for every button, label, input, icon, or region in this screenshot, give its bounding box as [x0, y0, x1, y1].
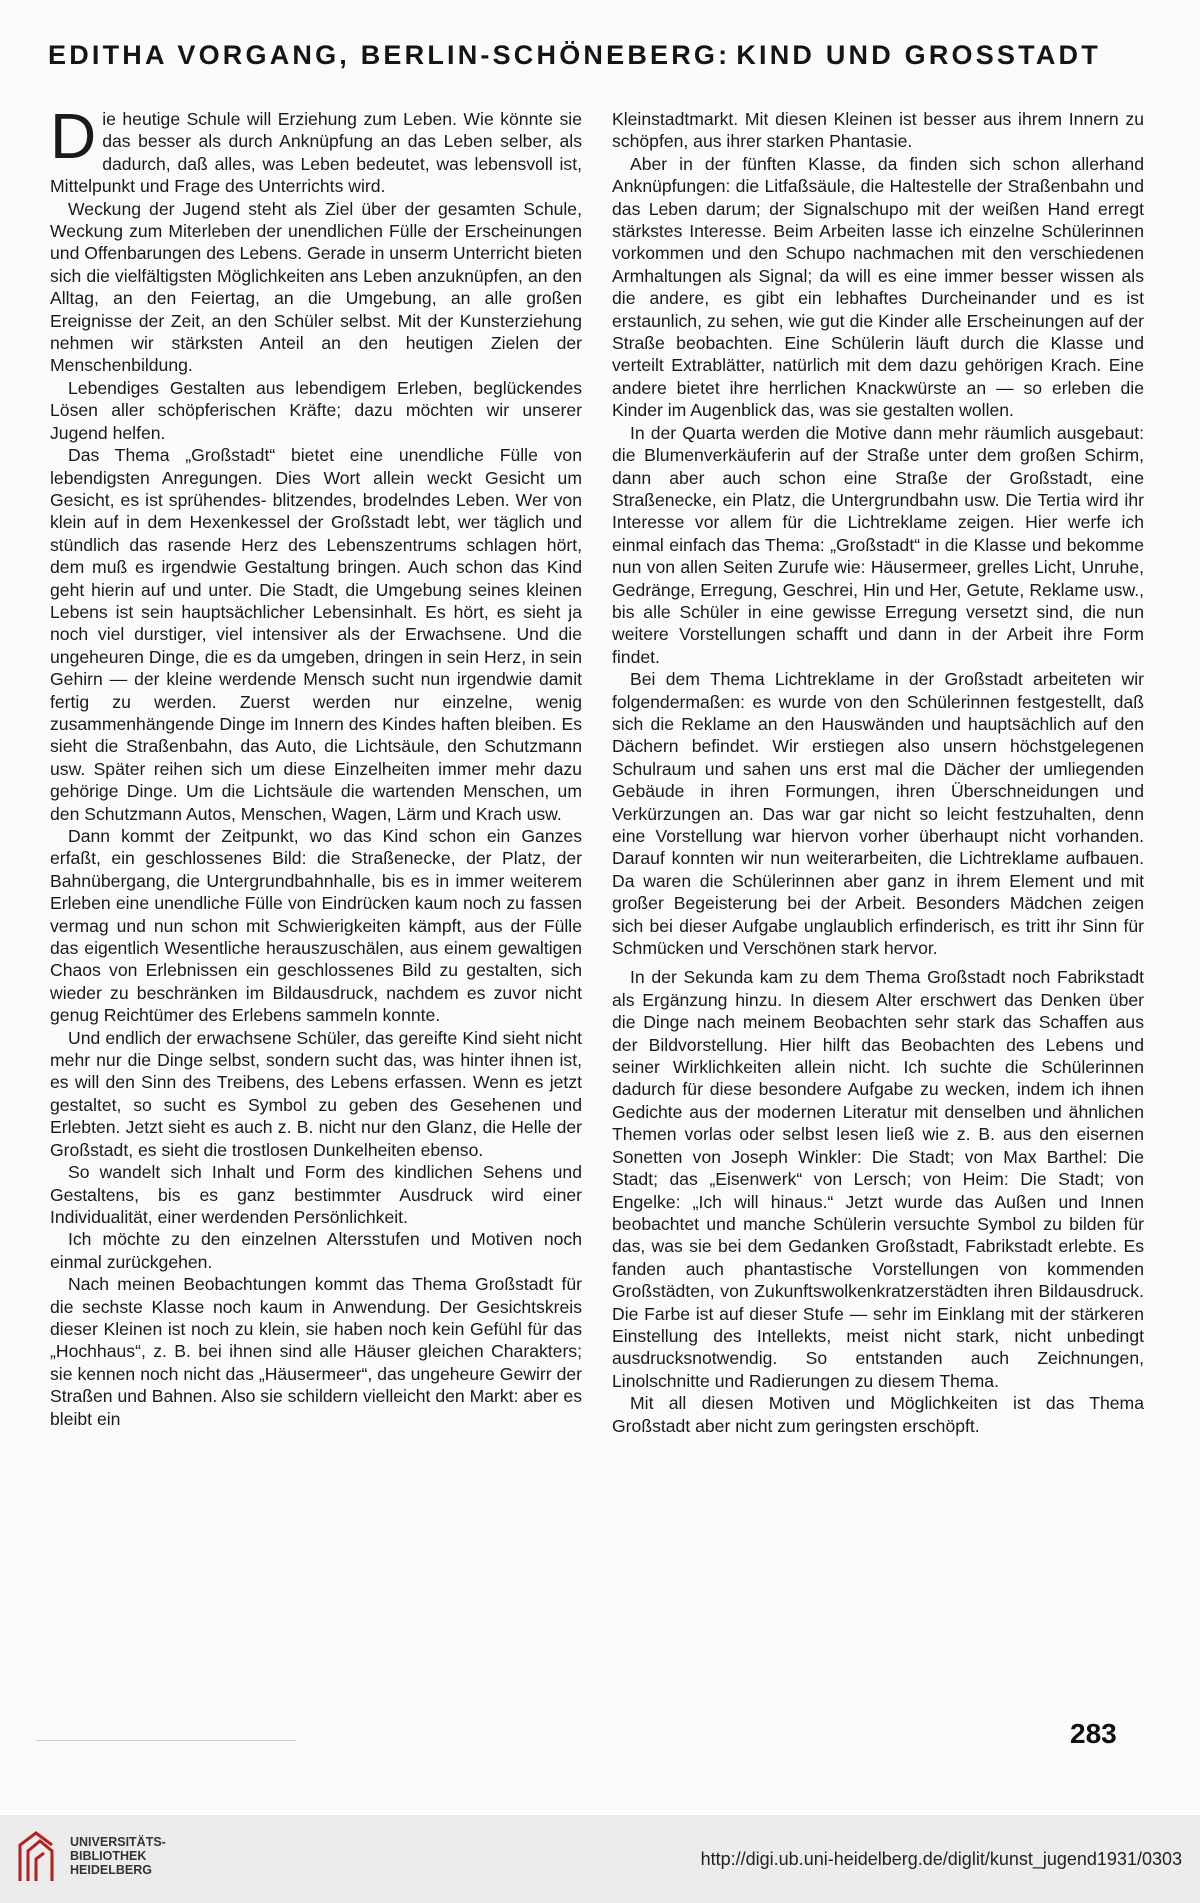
paragraph: Aber in der fünften Klasse, da finden sich schon allerhand Anknüpfungen: die Litfaßsäule, die Haltestelle der Straßenbahn und das Leben darum; der Signalschupo mit der weißen Hand erregt stärkstes Interesse. Beim Arbeiten lasse ich einzelne Schülerinnen vorkommen und den Schupo nachmachen mit den verschiedenen Armhaltungen als Signal; da will es eine immer besser wissen als die andere, es gibt ein lebhaftes Durcheinander und es ist erstaunlich, zu sehen, wie gut die Kinder alle Erscheinungen auf der Straße beobachten. Eine Schülerin läuft durch die Klasse und verteilt Extrablätter, natürlich mit dem dazu gehörigen Krach. Eine andere bietet ihre herrlichen Knackwürste an — so erleben die Kinder im Augenblick das, was sie gestalten wollen. — [612, 153, 1144, 421]
header-author: EDITHA VORGANG, BERLIN-SCHÖNEBERG: — [48, 40, 731, 70]
drop-cap: D — [50, 100, 97, 172]
paragraph: Weckung der Jugend steht als Ziel über der gesamten Schule, Weckung zum Miterleben der unendlichen Fülle der Erscheinungen und Offenbarungen des Lebens. Gerade in unserm Unterricht bieten sich die vielfältigsten Möglichkeiten ans Leben anzuknüpfen, an den Alltag, an den Feiertag, an die Umgebung, an alle großen Ereignisse der Zeit, an den Schüler selbst. Mit der Kunsterziehung nehmen wir stärksten Anteil an den heutigen Zielen der Menschenbildung. — [50, 198, 582, 376]
library-name-line: UNIVERSITÄTS- — [70, 1835, 166, 1849]
running-header — [48, 40, 1158, 71]
paragraph: Dann kommt der Zeitpunkt, wo das Kind schon ein Ganzes erfaßt, ein geschlossenes Bild: die Straßenecke, der Platz, der Bahnübergang, die Untergrundbahnhalle, bis es in immer weiterem Erleben eine unendliche Fülle von Eindrücken kaum noch zu fassen vermag und nun schon mit Schwierigkeiten kämpft, aus der Fülle das eigentlich Wesentliche herauszuschälen, aus einem gewaltigen Chaos von Erlebnissen ein geschlossenes Bild zu gestalten, sich wieder zu beschränken im Bildausdruck, nachdem es zuvor nicht genug Reichtümer des Erlebens sammeln konnte. — [50, 826, 582, 1026]
library-name-line: HEIDELBERG — [70, 1863, 152, 1877]
page-number: 283 — [1070, 1718, 1117, 1749]
paragraph: Und endlich der erwachsene Schüler, das gereifte Kind sieht nicht mehr nur die Dinge selbst, sondern sucht das, was hinter ihnen ist, es will den Sinn des Treibens, des Lebens erfassen. Wenn es jetzt gestaltet, so sucht es Symbol zu geben des Gesehenen und Erlebten. Jetzt sieht es auch z. B. nicht nur den Glanz, die Helle der Großstadt, es sieht die trostlosen Dunkelheiten ebenso. — [50, 1027, 582, 1160]
paragraph-text: ie heutige Schule will Erziehung zum Leben. Wie könnte sie das besser als durch Anknüpfung an das Leben selber, als dadurch, daß alles, was Leben bedeutet, was lebensvoll ist, Mittelpunkt und Frage des Unterrichts wird. — [50, 109, 582, 197]
paragraph: Bei dem Thema Lichtreklame in der Großstadt arbeiteten wir folgendermaßen: es wurde von den Schülerinnen festgestellt, daß sich die Reklame an den Hauswänden und hauptsächlich auf den Dächern befindet. Wir erstiegen also unsern höchstgelegenen Schulraum und sahen uns erst mal die Dächer der umliegenden Gebäude in ihren Formungen, ihren Überschneidungen und Verkürzungen an. Das war gar nicht so leicht festzuhalten, denn eine Vorstellung war hiervon vorher überhaupt nicht vorhanden. Darauf konnten wir nun weiterarbeiten, die Lichtreklame aufbauen. Da waren die Schülerinnen aber ganz in ihrem Element und mit großer Begeisterung bei der Arbeit. Besonders Mädchen zeigen sich bei dieser Aufgabe unglaublich erfinderisch, es tritt ihr Sinn für Schmücken und Verschönen stark hervor. — [612, 669, 1144, 959]
paragraph: So wandelt sich Inhalt und Form des kindlichen Sehens und Gestaltens, bis es ganz bestimmter Ausdruck wird einer Individualität, einer werdenden Persönlichkeit. — [50, 1162, 582, 1227]
paragraph: Das Thema „Großstadt“ bietet eine unendliche Fülle von lebendigsten Anregungen. Dies Wort allein weckt Gesicht um Gesicht, es ist sprühendes- blitzendes, brodelndes Leben. Wer von klein auf in dem Hexenkessel der Großstadt lebt, wer täglich und stündlich das rasende Herz des Lebenszentrums schlagen hört, dem muß es irgendwie Gestaltung bringen. Auch schon das Kind geht hierin auf und unter. Die Stadt, die Umgebung seines kleinen Lebens ist sein hauptsächlicher Lebensinhalt. Es hört, es sieht ja noch viel durstiger, viel intensiver als der Erwachsene. Und die ungeheuren Dinge, die es da umgeben, dringen in sein Herz, in sein Gehirn — der kleine werdende Mensch sucht nun irgendwie damit fertig zu werden. Zuerst werden nur einzelne, wenig zusammenhängende Dinge im Innern des Kindes haften bleiben. Es sieht die Straßenbahn, das Auto, die Lichtsäule, den Schutzmann usw. Später reihen sich um diese Einzelheiten immer mehr dazu gehörige Dinge. Um die Lichtsäule die wartenden Menschen, um den Schutzmann Autos, Menschen, Wagen, Lärm und Krach usw. — [50, 445, 582, 824]
paragraph: Mit all diesen Motiven und Möglichkeiten ist das Thema Großstadt aber nicht zum geringsten erschöpft. — [612, 1393, 1144, 1436]
digitization-footer — [0, 1815, 1200, 1903]
article-column-left — [50, 100, 583, 1430]
paragraph: Lebendiges Gestalten aus lebendigem Erleben, beglückendes Lösen aller schöpferischen Kräfte; dazu möchten wir unserer Jugend helfen. — [50, 377, 582, 443]
footer-rule — [36, 1740, 296, 1741]
paragraph: Kleinstadtmarkt. Mit diesen Kleinen ist besser aus ihrem Innern zu schöpfen, aus ihrer starken Phantasie. — [612, 109, 1144, 152]
header-title: KIND UND GROSSTADT — [736, 40, 1101, 70]
library-logo-icon[interactable] — [14, 1827, 60, 1887]
paragraph: Nach meinen Beobachtungen kommt das Thema Großstadt für die sechste Klasse noch kaum in Anwendung. Der Gesichtskreis dieser Kleinen ist noch zu klein, sie haben noch kein Gefühl für das „Hochhaus“, z. B. bei ihnen sind alle Häuser gleichen Charakters; sie kennen noch nicht das „Häusermeer“, das ungeheure Gewirr der Straßen und Bahnen. Also sie schildern vielleicht den Markt: aber es bleibt ein — [50, 1274, 583, 1429]
article-column-right — [612, 108, 1144, 1437]
library-name[interactable] — [70, 1835, 166, 1877]
paragraph — [50, 100, 582, 198]
paragraph: Ich möchte zu den einzelnen Altersstufen und Motiven noch einmal zurückgehen. — [50, 1229, 582, 1272]
source-url-link[interactable]: http://digi.ub.uni-heidelberg.de/diglit/kunst_jugend1931/0303 — [700, 1849, 1182, 1869]
library-name-line: BIBLIOTHEK — [70, 1849, 147, 1863]
paragraph: In der Sekunda kam zu dem Thema Großstadt noch Fabrikstadt als Ergänzung hinzu. In diesem Alter erschwert das Denken über die Dinge nach meinem Beobachten sehr stark das Schaffen aus der Bildvorstellung. Hier hilft das Beobachten des Lebens und seiner Wirklichkeiten allein nicht. Ich suchte die Schülerinnen dadurch für diese besondere Aufgabe zu wecken, indem ich ihnen Gedichte aus der modernen Literatur mit denselben und ähnlichen Themen vorlas oder selbst lesen ließ wie z. B. aus den eisernen Sonetten von Joseph Winkler: Die Stadt; von Max Barthel: Die Stadt; das „Eisenwerk“ von Lersch; von Heim: Die Stadt; von Engelke: „Ich will hinaus.“ Jetzt wurde das Außen und Innen beobachtet und manche Schülerin versuchte Symbol zu bilden für das, was sie bei dem Gedanken Großstadt, Fabrikstadt erlebte. Es fanden auch phantastische Vorstellungen von kommenden Großstädten, von Zukunftswolkenkratzerstädten ihren Bildausdruck. Die Farbe ist auf dieser Stufe — sehr im Einklang mit der stärkeren Einstellung des Intellekts, meist nicht stark, nicht unbedingt ausdrucksnotwendig. So entstanden auch Zeichnungen, Linolschnitte und Radierungen zu diesem Thema. — [612, 967, 1144, 1391]
paragraph: In der Quarta werden die Motive dann mehr räumlich ausgebaut: die Blumenverkäuferin auf der Straße unter dem großen Schirm, dann aber auch schon eine Straße der Großstadt, eine Straßenecke, ein Platz, die Untergrundbahn usw. Die Tertia wird ihr Interesse vor allem für die Lichtreklame zeigen. Hier werfe ich einmal einfach das Thema: „Großstadt“ in die Klasse und bekomme nun von allen Seiten Zurufe wie: Häusermeer, grelles Licht, Unruhe, Gedränge, Erregung, Geschrei, Hin und Her, Getute, Reklame usw., bis alle Schüler in eine gewisse Erregung versetzt sind, die nun weitere Vorstellungen schafft und dann in der Arbeit ihre Form findet. — [612, 422, 1144, 667]
